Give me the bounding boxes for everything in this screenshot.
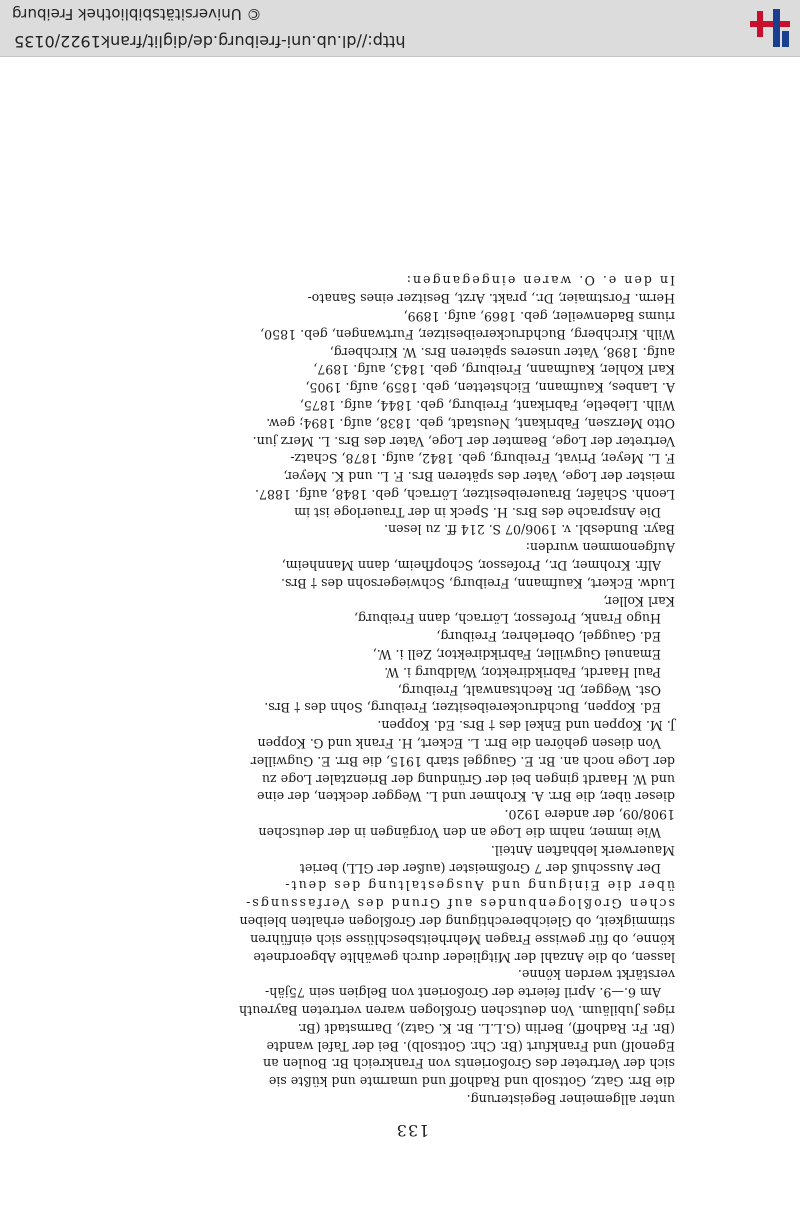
ub-freiburg-logo-icon[interactable] [748,5,792,49]
text-line: A. Lanbes, Kaufmann, Eichstetten, geb. 1859, aufg. 1905, [305,380,675,396]
text-line: Ost. Wegger, Dr. Rechtsanwalt, Freiburg, [397,682,661,698]
text-line: könne, ob für gewisse Fragen Mehrheitsbeschlüsse sich einführen [250,931,675,947]
text-line: F. L. Meyer, Privat, Freiburg, geb. 1842, aufg. 1878, Schatz- [290,451,675,467]
text-line: Alfr. Krohmer, Dr., Professor, Schopfheim, dann Mannheim, [281,558,661,574]
text-line: Leonh. Schäfer, Brauereibesitzer, Lörrach, geb. 1848, aufg. 1887. [254,486,675,502]
text-line: dieser über, die Brr. A. Krohmer und L. Wegger deckten, der eine [257,789,675,805]
text-line: 1908/09, der andere 1920. [504,807,675,823]
copyright-notice: © Universitätsbibliothek Freiburg [12,5,262,23]
text-line: meister der Loge, Vater des späteren Brs. F. L. und K. Meyer, [283,469,675,485]
text-line: Bayr. Bundesbl. v. 1906/07 S. 214 ff. zu lesen. [383,522,675,538]
text-line: riums Badenweiler, geb. 1869, aufg. 1899, [403,308,675,324]
page-number: 133 [395,1121,430,1140]
text-line: Karl Kohler, Kaufmann, Freiburg, geb. 1843, aufg. 1897, [313,362,675,378]
text-line: Von diesen gehören die Brr. L. Eckert, H. Frank und G. Koppen [257,736,661,752]
text-line: riges Jubiläum. Von deutschen Großlogen waren vertreten Bayreuth [239,1003,675,1019]
text-line: Wie immer, nahm die Loge an den Vorgängen in der deutschen [258,825,661,841]
text-line: Mauerwerk lebhaften Anteil. [490,842,675,858]
text-line: Am 6.—9. April feierte der Großorient von Belgien sein 75jäh- [265,985,661,1001]
text-line: lassen, ob die Anzahl der Mitglieder durch gewählte Abgeordnete [253,949,675,965]
text-line: Herm. Forstmaier, Dr., prakt. Arzt, Besitzer eines Sanato- [307,291,675,307]
text-line: J. M. Koppen und Enkel des † Brs. Ed. Koppen. [377,718,675,734]
text-line: Karl Koller, [603,593,675,609]
text-line: Der Ausschuß der 7 Großmeister (außer der GLL) beriet [299,860,661,876]
text-line: Vertreter der Loge, Beamter der Loge, Vater des Brs. L. Merz jun. [252,433,675,449]
text-line: aufg. 1898, Vater unseres späteren Brs. W. Kirchberg, [329,344,675,360]
document-url-link[interactable]: http://dl.ub.uni-freiburg.de/diglit/frank1922/0135 [14,32,406,51]
text-line: stimmigkeit, ob Gleichberechtigung der Großlogen erhalten bleiben [239,914,675,930]
text-line: schen Großlogenbundes auf Grund des Verfassungs- [244,896,675,912]
text-line: Ed. Koppen, Buchdruckereibesitzer, Freiburg, Sohn des † Brs. [264,700,661,716]
text-line: Egenolf) und Frankfurt (Br. Chr. Gottsolb). Bei der Tafel wandte [266,1038,675,1054]
text-line: Ludw. Eckert, Kaufmann, Freiburg, Schwiegersohn des † Brs. [281,575,675,591]
scanned-page-rotated [150,180,675,1140]
text-line: Otto Merzsen, Fabrikant, Neustadt, geb. 1838, aufg. 1894; gew. [266,415,675,431]
text-line: Die Ansprache des Brs. H. Speck in der Trauerloge ist im [294,504,661,520]
text-line: und W. Haardt gingen bei der Gründung der Brienztaler Loge zu [261,771,675,787]
text-line: Paul Haardt, Fabrikdirektor, Waldburg i. W. [384,664,661,680]
text-line: Hugo Frank, Professor, Lörrach, dann Freiburg, [353,611,661,627]
text-line: Aufgenommen wurden: [525,540,675,556]
text-line: der Loge noch an. Br. E. Gauggel starb 1915, die Brr. E. Gugwiller [250,753,675,769]
text-line: über die Einigung und Ausgestaltung des deut- [283,878,675,894]
library-header-bar [0,0,800,57]
text-line: die Brr. Gatz, Gottsolb und Radhoff und umarmte und küßte sie [268,1074,675,1090]
text-line: unter allgemeiner Begeisterung. [466,1092,675,1107]
page-body-text [150,272,675,1108]
text-line: Wilh. Kirchberg, Buchdruckereibesitzer, Furtwangen, geb. 1850, [260,326,675,342]
text-line: Emanuel Gugwiller, Fabrikdirektor, Zell i. W., [372,647,661,663]
section-heading: In den e. O. waren eingegangen: [404,273,675,289]
text-line: Ed. Gauggel, Oberlehrer, Freiburg, [436,629,661,645]
text-line: verstärkt werden könne. [517,967,675,983]
text-line: Wilh. Liebetle, Fabrikant, Freiburg, geb. 1844, aufg. 1875, [299,397,675,413]
text-line: sich der Vertreter des Großorients von Frankreich Br. Boulen an [262,1056,675,1072]
text-line: (Br. Fr. Radhoff), Berlin (G.L.L. Br. K. Gatz), Darmstadt (Br. [297,1020,675,1036]
